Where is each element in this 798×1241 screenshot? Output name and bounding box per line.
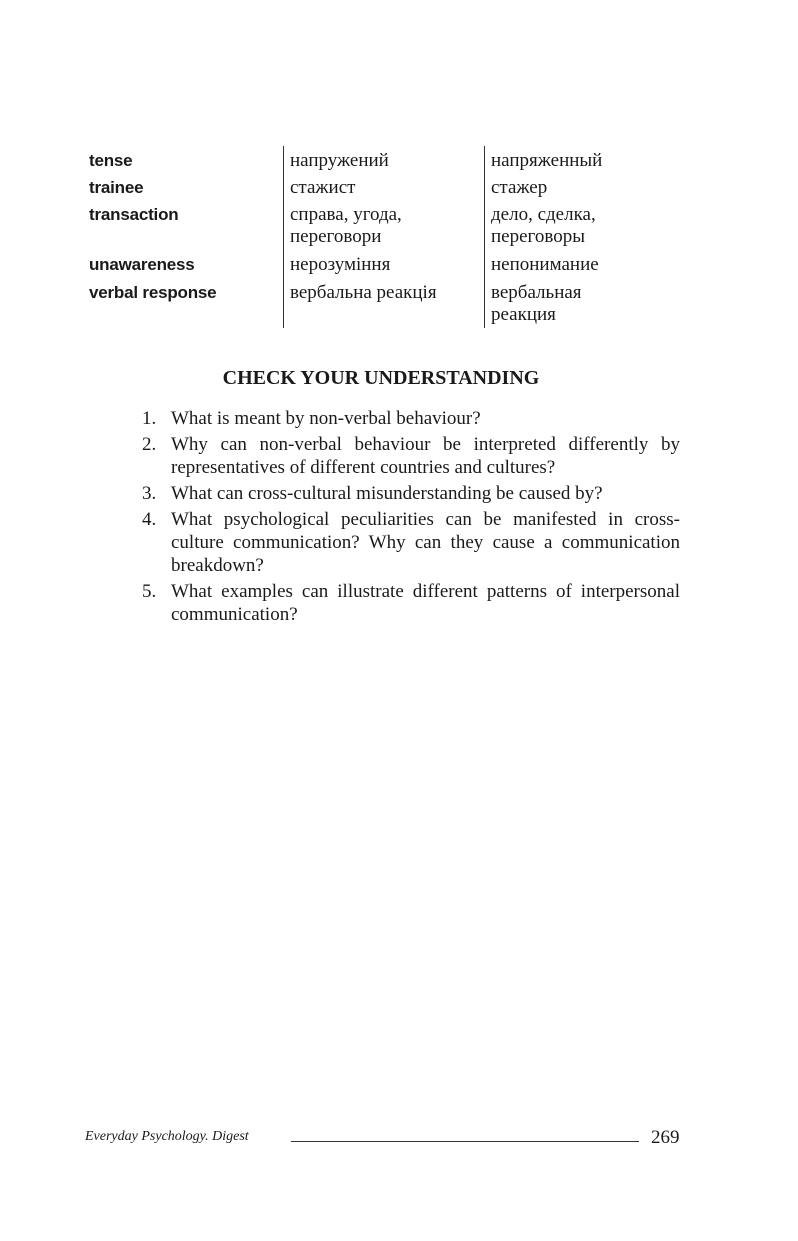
vocab-russian-line: реакция [491,304,556,325]
column-divider-ru [484,146,485,328]
vocab-ukrainian: вербальна реакція [290,282,437,303]
section-title: CHECK YOUR UNDERSTANDING [222,367,540,389]
question-text: Why can non-verbal behaviour be interpreted differently by representatives of different countries and cultures? [171,434,680,478]
vocab-term: transaction [89,205,179,224]
question-item [142,482,680,505]
vocab-russian-line: дело, сделка, [491,204,596,225]
column-divider-ua [283,146,284,328]
question-number: 4. [142,509,157,530]
vocab-ukrainian: стажист [290,177,356,198]
question-text: What examples can illustrate different patterns of interpersonal communication? [171,581,680,625]
question-item [142,407,680,430]
vocab-term: unawareness [89,255,195,274]
question-number: 5. [142,581,157,602]
question-text: What psychological peculiarities can be manifested in cross-culture communication? Why can they cause a communication breakdown? [171,509,680,576]
question-number: 3. [142,483,157,504]
vocab-term: verbal response [89,283,217,302]
question-text: What is meant by non-verbal behaviour? [171,408,481,429]
footer-rule [291,1141,639,1142]
vocab-russian-line: вербальная [491,282,582,303]
vocab-russian: напряженный [491,150,603,171]
question-item [142,433,680,479]
vocab-ukrainian: нерозуміння [290,254,391,275]
question-number: 2. [142,434,157,455]
vocab-russian [491,282,681,326]
page-number: 269 [651,1127,680,1148]
vocab-ukrainian: напружений [290,150,389,171]
question-number: 1. [142,408,157,429]
vocab-russian-line: переговоры [491,226,585,247]
vocab-russian: стажер [491,177,548,198]
question-list [142,407,680,629]
vocab-ukrainian-line: справа, угода, [290,204,402,225]
question-item [142,580,680,626]
vocab-term: trainee [89,178,144,197]
vocab-russian: непонимание [491,254,599,275]
vocab-ukrainian [290,204,480,248]
question-text: What can cross-cultural misunderstanding be caused by? [171,483,603,504]
vocab-ukrainian-line: переговори [290,226,382,247]
question-item [142,508,680,577]
vocab-term: tense [89,151,133,170]
footer-book-title: Everyday Psychology. Digest [85,1129,249,1144]
vocabulary-table [89,146,689,328]
vocab-russian [491,204,681,248]
